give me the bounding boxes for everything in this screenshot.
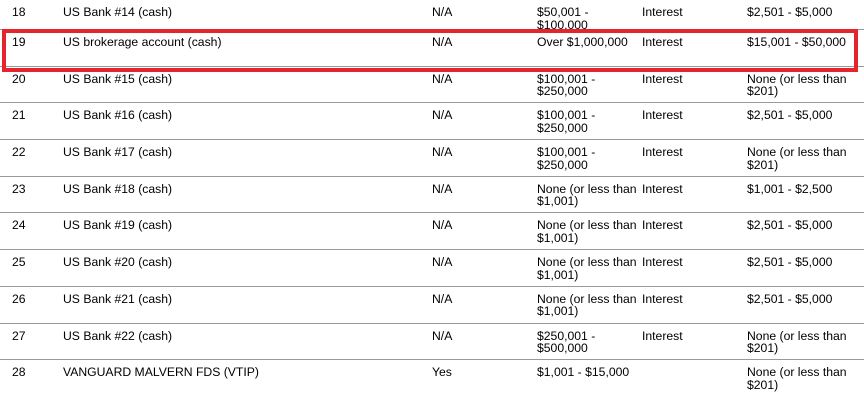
eif-status: N/A [432,291,453,306]
income-type: Interest [642,255,683,270]
asset-description: US Bank #21 (cash) [63,291,173,306]
table-row [0,213,864,250]
asset-description: US Bank #19 (cash) [63,218,173,233]
asset-value: $50,001 - $100,000 [537,5,589,32]
asset-value: None (or less than $1,001) [537,218,637,245]
table-row [0,287,864,324]
income-amount: None (or less than $201) [747,328,847,355]
eif-status: N/A [432,255,453,270]
table-row [0,67,864,104]
eif-status: Yes [432,365,452,380]
income-type: Interest [642,218,683,233]
row-number: 20 [12,71,26,86]
eif-status: N/A [432,218,453,233]
asset-value: $100,001 - $250,000 [537,71,596,99]
asset-description: VANGUARD MALVERN FDS (VTIP) [63,365,259,380]
eif-status: N/A [432,5,453,19]
row-number: 19 [12,35,26,49]
row-number: 23 [12,181,26,196]
asset-description: US brokerage account (cash) [63,35,222,49]
asset-value: Over $1,000,000 [537,35,628,49]
row-number: 24 [12,218,26,233]
income-amount: $2,501 - $5,000 [747,291,833,306]
income-type: Interest [642,5,683,19]
asset-description: US Bank #18 (cash) [63,181,173,196]
asset-description: US Bank #15 (cash) [63,71,173,86]
income-type: Interest [642,145,683,160]
table-row [0,103,864,140]
row-number: 27 [12,328,26,343]
asset-value: $100,001 - $250,000 [537,108,596,135]
asset-description: US Bank #17 (cash) [63,145,173,160]
row-number: 26 [12,291,26,306]
table-row [0,360,864,397]
asset-value: None (or less than $1,001) [537,291,637,319]
row-number: 28 [12,365,26,380]
income-type: Interest [642,181,683,196]
income-amount: $2,501 - $5,000 [747,255,833,270]
row-number: 22 [12,145,26,160]
asset-description: US Bank #14 (cash) [63,5,173,19]
asset-value: None (or less than $1,001) [537,181,637,209]
asset-value: $100,001 - $250,000 [537,145,596,172]
income-amount: $2,501 - $5,000 [747,5,833,19]
table-row [0,30,864,67]
eif-status: N/A [432,145,453,160]
table-row [0,140,864,177]
eif-status: N/A [432,35,453,49]
asset-description: US Bank #16 (cash) [63,108,173,123]
income-amount: None (or less than $201) [747,71,847,99]
income-amount: $2,501 - $5,000 [747,218,833,233]
income-amount: None (or less than $201) [747,145,847,172]
income-amount: $1,001 - $2,500 [747,181,833,196]
income-amount: $15,001 - $50,000 [747,35,846,49]
row-number: 25 [12,255,26,270]
table-row [0,0,864,30]
income-type: Interest [642,291,683,306]
row-number: 18 [12,5,26,19]
asset-value: None (or less than $1,001) [537,255,637,282]
income-type: Interest [642,71,683,86]
eif-status: N/A [432,181,453,196]
asset-value: $250,001 - $500,000 [537,328,596,355]
income-type: Interest [642,108,683,123]
eif-status: N/A [432,71,453,86]
eif-status: N/A [432,108,453,123]
asset-description: US Bank #20 (cash) [63,255,173,270]
income-amount: $2,501 - $5,000 [747,108,833,123]
income-type: Interest [642,328,683,343]
table-row [0,177,864,214]
asset-value: $1,001 - $15,000 [537,365,630,380]
income-type: Interest [642,35,683,49]
asset-description: US Bank #22 (cash) [63,328,173,343]
table-row [0,250,864,287]
row-number: 21 [12,108,26,123]
income-amount: None (or less than $201) [747,365,847,392]
table-row [0,324,864,361]
eif-status: N/A [432,328,453,343]
